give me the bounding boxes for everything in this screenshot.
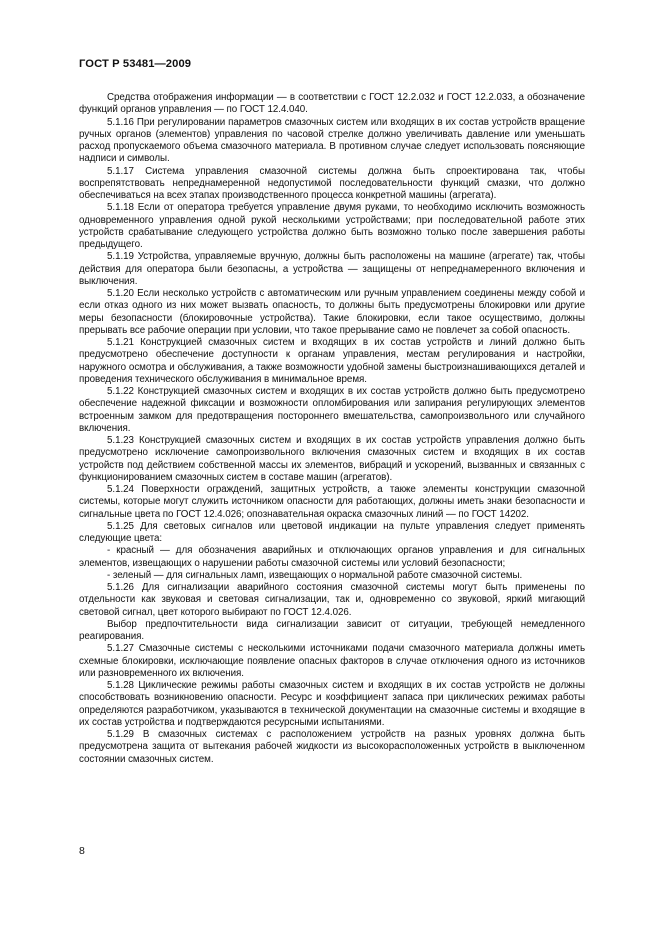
paragraph: 5.1.29 В смазочных системах с расположением устройств на разных уровнях должна быть предусмотрена защита от вытекания рабочей жидкости из высокорасположенных устройств в выключенном состоянии смазочных систем.: [79, 729, 585, 765]
paragraph: 5.1.18 Если от оператора требуется управление двумя руками, то необходимо исключить возможность одновременного управления одной рукой несколькими устройствами; при последовательной работе этих устройств срабатывание следующего устройства должно быть возможно только после завершения работы предыдущего.: [79, 202, 585, 250]
paragraph: 5.1.23 Конструкцией смазочных систем и входящих в их состав устройств управления должно быть предусмотрено исключение самопроизвольного включения смазочных систем и входящих в их состав устройств под действием собственной массы их элементов, вибраций и ускорений, вызванных и связанных с функционированием смазочных систем в составе машин (агрегатов).: [79, 435, 585, 483]
paragraph: Выбор предпочтительности вида сигнализации зависит от ситуации, требующей немедленного реагирования.: [79, 618, 585, 642]
paragraph: 5.1.25 Для световых сигналов или цветовой индикации на пульте управления следует применять следующие цвета:: [79, 520, 585, 544]
paragraph: Средства отображения информации — в соответствии с ГОСТ 12.2.032 и ГОСТ 12.2.033, а обозначение функций органов управления — по ГОСТ 12.4.040.: [79, 92, 585, 116]
standard-header: ГОСТ Р 53481—2009: [79, 58, 192, 70]
paragraph: 5.1.19 Устройства, управляемые вручную, должны быть расположены на машине (агрегате) так, чтобы действия для оператора были безопасны, а устройства — защищены от непреднамеренного включения и выключения.: [79, 251, 585, 287]
paragraph: 5.1.22 Конструкцией смазочных систем и входящих в их состав устройств должно быть предусмотрено обеспечение надежной фиксации и возможности опломбирования или запирания регулирующих элементов встроенным замком для предотвращения постороннего вмешательства, самопроизвольного или случайного включения.: [79, 386, 585, 434]
paragraph: 5.1.20 Если несколько устройств с автоматическим или ручным управлением соединены между собой и если отказ одного из них может вызвать опасность, то должны быть предусмотрены блокировки или другие меры безопасности (блокировочные устройства). Такие блокировки, если такое осуществимо, должны прерывать все рабочие операции при условии, что такое прерывание само не повлечет за собой опасность.: [79, 288, 585, 336]
body-text: [79, 92, 585, 766]
paragraph: 5.1.28 Циклические режимы работы смазочных систем и входящих в их состав устройств не должны способствовать возникновению опасности. Ресурс и коэффициент запаса при циклических режимах работы определяются разработчиком, указываются в технической документации на смазочные системы и входящие в их состав устройства и подтверждаются ресурсными испытаниями.: [79, 680, 585, 728]
paragraph: 5.1.17 Система управления смазочной системы должна быть спроектирована так, чтобы воспрепятствовать непреднамеренной недопустимой последовательности функций смазки, что должно обеспечиваться на всех этапах производственного процесса конкретной машины (агрегата).: [79, 165, 585, 201]
paragraph: 5.1.16 При регулировании параметров смазочных систем или входящих в их состав устройств вращение ручных органов (элементов) управления по часовой стрелке должно увеличивать давление или уменьшать расход пропускаемого объема смазочного материала. В противном случае следует использовать поясняющие надписи и символы.: [79, 116, 585, 165]
paragraph: 5.1.27 Смазочные системы с несколькими источниками подачи смазочного материала должны иметь схемные блокировки, исключающие появление опасных факторов в случае отключения одного из источников или разновременного их включения.: [79, 643, 585, 679]
paragraph: 5.1.21 Конструкцией смазочных систем и входящих в их состав устройств и линий должно быть предусмотрено обеспечение доступности к органам управления, местам регулирования и настройки, наружного осмотра и обслуживания, а также возможности удобной замены быстроизнашивающихся деталей и проведения технического обслуживания в минимальное время.: [79, 337, 585, 385]
page-number: 8: [79, 845, 85, 857]
paragraph: 5.1.24 Поверхности ограждений, защитных устройств, а также элементы конструкции смазочной системы, которые могут служить источником опасности для работающих, должны иметь знаки безопасности и сигнальные цвета по ГОСТ 12.4.026; опознавательная окраска смазочных линий — по ГОСТ 14202.: [79, 484, 585, 520]
list-item: - красный — для обозначения аварийных и отключающих органов управления и для сигнальных элементов, извещающих о нарушении работы смазочной системы или условий безопасности;: [79, 545, 585, 569]
paragraph: 5.1.26 Для сигнализации аварийного состояния смазочной системы могут быть применены по отдельности как звуковая и световая сигнализации, так и, одновременно со звуковой, яркий мигающий световой сигнал, цвет которого выбирают по ГОСТ 12.4.026.: [79, 582, 585, 618]
list-item: - зеленый — для сигнальных ламп, извещающих о нормальной работе смазочной системы.: [107, 569, 523, 581]
